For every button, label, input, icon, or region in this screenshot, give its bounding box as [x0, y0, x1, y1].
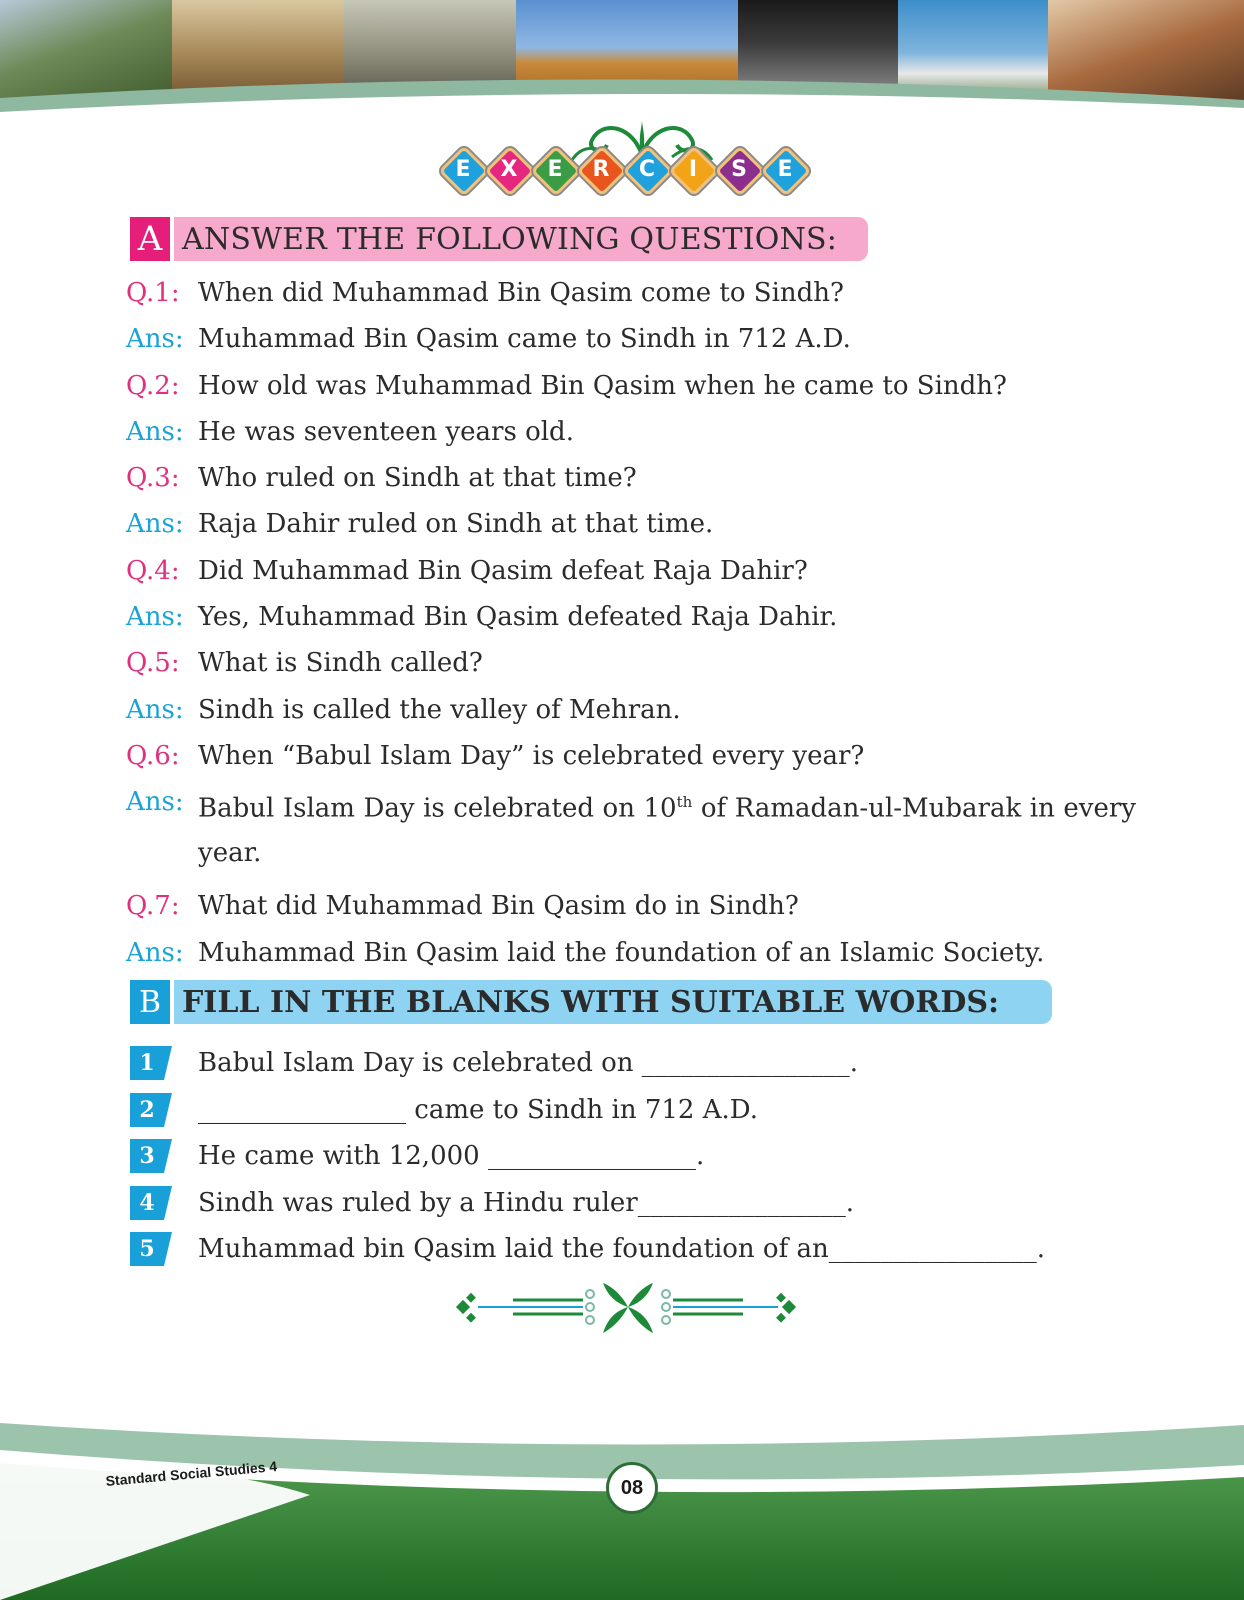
- qa-row: [126, 648, 1136, 678]
- qa-row: [126, 417, 1136, 447]
- qa-row: [126, 938, 1136, 968]
- blank-text: ________________ came to Sindh in 712 A.D.: [198, 1094, 758, 1125]
- exercise-letter: C: [638, 157, 656, 182]
- qa-row: [126, 324, 1136, 354]
- section-a-header: [130, 217, 868, 261]
- book-title: Standard Social Studies 4: [105, 1458, 278, 1489]
- section-a-title: ANSWER THE FOLLOWING QUESTIONS:: [174, 217, 868, 261]
- qa-label: Ans:: [126, 937, 184, 968]
- exercise-letter: X: [500, 157, 518, 182]
- page-number: 08: [606, 1462, 658, 1514]
- exercise-letter: S: [731, 157, 747, 182]
- qa-label: Ans:: [126, 324, 184, 355]
- exercise-letter-tile: [488, 149, 530, 191]
- qa-label: Ans:: [126, 602, 184, 633]
- blank-text: Muhammad bin Qasim laid the foundation of an________________.: [198, 1234, 1045, 1265]
- section-b-letter: B: [130, 980, 170, 1024]
- qa-text: Raja Dahir ruled on Sindh at that time.: [198, 509, 714, 540]
- blank-number-badge: [130, 1046, 164, 1080]
- qa-text: [198, 780, 1136, 875]
- blank-number: 3: [130, 1139, 164, 1173]
- qa-row: [126, 695, 1136, 725]
- qa-row: [126, 278, 1136, 308]
- exercise-letter: I: [688, 157, 698, 182]
- blank-text: Sindh was ruled by a Hindu ruler________________.: [198, 1187, 854, 1218]
- blank-item: [130, 1226, 1130, 1273]
- qa-text: Muhammad Bin Qasim came to Sindh in 712 A.D.: [198, 324, 851, 355]
- qa-text: What is Sindh called?: [198, 648, 483, 679]
- qa-label: Q.5:: [126, 648, 180, 679]
- qa-list: [126, 278, 1136, 984]
- section-a-letter: A: [130, 217, 170, 261]
- blank-number: 4: [130, 1186, 164, 1220]
- qa-text: What did Muhammad Bin Qasim do in Sindh?: [198, 891, 799, 922]
- exercise-letter-tile: [764, 149, 806, 191]
- blank-number-badge: [130, 1186, 164, 1220]
- exercise-title: [442, 115, 842, 210]
- qa-text: He was seventeen years old.: [198, 416, 574, 447]
- section-b-header: [130, 980, 1052, 1024]
- divider-ornament-icon: [448, 1278, 808, 1338]
- qa-label: Ans:: [126, 787, 184, 818]
- qa-row: [126, 463, 1136, 493]
- blank-number: 5: [130, 1232, 164, 1266]
- exercise-letter: R: [592, 157, 610, 182]
- blank-number-badge: [130, 1232, 164, 1266]
- blank-item: [130, 1040, 1130, 1087]
- qa-label: Q.1:: [126, 278, 180, 308]
- qa-row: [126, 602, 1136, 632]
- qa-text-part: Babul Islam Day is celebrated on 10: [198, 793, 677, 824]
- qa-row: [126, 787, 1136, 875]
- blank-text: He came with 12,000 ________________.: [198, 1141, 705, 1172]
- exercise-letter-tile: [534, 149, 576, 191]
- blank-item: [130, 1133, 1130, 1180]
- qa-row: [126, 556, 1136, 586]
- blank-item: [130, 1180, 1130, 1227]
- qa-label: Q.6:: [126, 740, 180, 771]
- exercise-letter-tile: [580, 149, 622, 191]
- blank-number: 1: [130, 1046, 164, 1080]
- qa-text: How old was Muhammad Bin Qasim when he came to Sindh?: [198, 370, 1007, 401]
- blank-number-badge: [130, 1139, 164, 1173]
- qa-label: Q.2:: [126, 370, 180, 401]
- exercise-letter: E: [777, 157, 793, 182]
- qa-text: Sindh is called the valley of Mehran.: [198, 694, 681, 725]
- qa-text: Yes, Muhammad Bin Qasim defeated Raja Dahir.: [198, 602, 838, 633]
- qa-label: Ans:: [126, 509, 184, 540]
- exercise-letter-tile: [442, 149, 484, 191]
- qa-text: Did Muhammad Bin Qasim defeat Raja Dahir?: [198, 555, 808, 586]
- section-b-title: FILL IN THE BLANKS WITH SUITABLE WORDS:: [174, 980, 1052, 1024]
- fill-blanks-list: [130, 1040, 1130, 1273]
- qa-text-part: of Ramadan-ul-Mubarak in every year.: [198, 793, 1136, 868]
- exercise-letter: E: [547, 157, 563, 182]
- qa-text: Who ruled on Sindh at that time?: [198, 463, 637, 494]
- qa-label: Ans:: [126, 416, 184, 447]
- qa-label: Q.4:: [126, 555, 180, 586]
- qa-label: Ans:: [126, 694, 184, 725]
- qa-row: [126, 509, 1136, 539]
- qa-row: [126, 891, 1136, 921]
- exercise-letter-tile: [718, 149, 760, 191]
- blank-item: [130, 1087, 1130, 1134]
- exercise-letter-tile: [626, 149, 668, 191]
- qa-row: [126, 741, 1136, 771]
- qa-label: Q.3:: [126, 463, 180, 494]
- qa-label: Q.7:: [126, 891, 180, 922]
- qa-text: When did Muhammad Bin Qasim come to Sindh?: [198, 278, 844, 308]
- exercise-letter: E: [455, 157, 471, 182]
- qa-row: [126, 371, 1136, 401]
- exercise-letter-tile: [672, 149, 714, 191]
- qa-text: When “Babul Islam Day” is celebrated every year?: [198, 740, 865, 771]
- blank-text: Babul Islam Day is celebrated on ________________.: [198, 1048, 859, 1079]
- blank-number: 2: [130, 1093, 164, 1127]
- ordinal-suffix: th: [676, 793, 693, 812]
- qa-text: Muhammad Bin Qasim laid the foundation of an Islamic Society.: [198, 937, 1045, 968]
- blank-number-badge: [130, 1093, 164, 1127]
